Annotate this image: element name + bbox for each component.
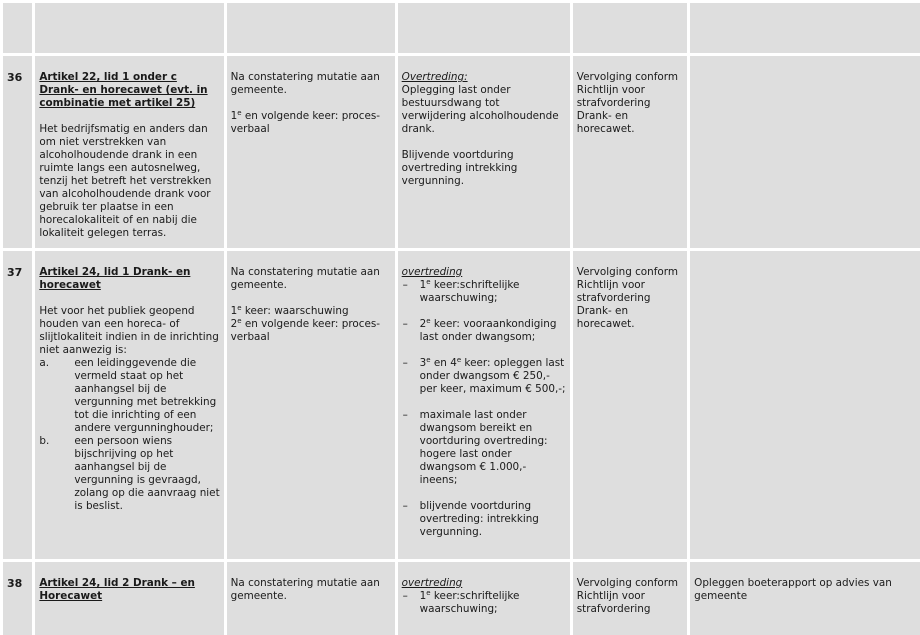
cell xyxy=(3,3,32,53)
sanction-text: Blijvende voortduring overtreding intrekking vergunning. xyxy=(401,149,518,187)
procedure-cell xyxy=(227,56,395,248)
prosecution-cell: Vervolging conform Richtlijn voor strafvordering xyxy=(573,562,687,635)
sanction-heading: Overtreding: xyxy=(401,71,468,83)
procedure-cell xyxy=(227,251,395,559)
cell xyxy=(227,3,395,53)
article-title: Artikel 24, lid 1 Drank- en horecawet xyxy=(39,266,191,291)
procedure-step: 1e en volgende keer: proces-verbaal xyxy=(230,109,380,135)
procedure-step: 1e keer: waarschuwing xyxy=(230,304,349,317)
list-item: – blijvende voortduring overtreding: intrekking vergunning. xyxy=(402,500,539,538)
table-row xyxy=(3,56,920,248)
sanction-cell xyxy=(398,562,570,635)
remarks-cell xyxy=(690,56,920,248)
sanction-heading: overtreding xyxy=(401,266,463,278)
cell xyxy=(35,3,223,53)
article-cell xyxy=(35,251,223,559)
article-description: Het bedrijfsmatig en anders dan om niet verstrekken van alcoholhoudende drank in een ruimte langs een autosnelweg, tenzij het betreft het verstrekken van alcoholhoudende drank voor gebruik ter plaatse in een horecalokaliteit of en nabij die lokaliteit gelegen terras. xyxy=(39,123,212,239)
sanction-list xyxy=(402,590,566,616)
list-item: – maximale last onder dwangsom bereikt en voortduring overtreding: hogere last onder dwangsom € 1.000,- ineens; xyxy=(402,409,548,486)
cell xyxy=(690,3,920,53)
row-number: 37 xyxy=(3,251,32,559)
table-row xyxy=(3,562,920,635)
article-title: Artikel 22, lid 1 onder c Drank- en horecawet (evt. in combinatie met artikel 25) xyxy=(39,71,208,109)
remarks-cell: Opleggen boeterapport op advies van gemeente xyxy=(690,562,920,635)
procedure-intro: Na constatering mutatie aan gemeente. xyxy=(230,266,380,291)
table-row xyxy=(3,251,920,559)
sanction-list xyxy=(402,279,566,539)
remarks-cell xyxy=(690,251,920,559)
list-item: b. een persoon wiens bijschrijving op het aanhangsel bij de vergunning is gevraagd, zolang op die aanvraag niet is beslist. xyxy=(39,435,220,512)
sanction-cell xyxy=(398,251,570,559)
list-item: – 3e en 4e keer: opleggen last onder dwangsom € 250,- per keer, maximum € 500,-; xyxy=(402,356,566,395)
list-item: a. een leidinggevende die vermeld staat op het aanhangsel bij de vergunning met betrekking tot die inrichting of een andere vergunninghouder; xyxy=(39,357,217,434)
cell xyxy=(573,3,687,53)
list-item: – 2e keer: vooraankondiging last onder dwangsom; xyxy=(402,317,557,343)
list-item: – 1e keer:schriftelijke waarschuwing; xyxy=(402,278,520,304)
list-item: – 1e keer:schriftelijke waarschuwing; xyxy=(402,589,520,615)
article-title: Artikel 24, lid 2 Drank – en Horecawet xyxy=(39,577,195,602)
article-description: Het voor het publiek geopend houden van een horeca- of slijtlokaliteit indien in de inrichting niet aanwezig is: xyxy=(39,305,219,356)
cell xyxy=(398,3,570,53)
article-cell xyxy=(35,56,223,248)
prosecution-cell: Vervolging conform Richtlijn voor strafvordering Drank- en horecawet. xyxy=(573,56,687,248)
procedure-intro: Na constatering mutatie aan gemeente. xyxy=(230,71,380,96)
prosecution-cell: Vervolging conform Richtlijn voor strafvordering Drank- en horecawet. xyxy=(573,251,687,559)
article-cell xyxy=(35,562,223,635)
sanction-text: Oplegging last onder bestuursdwang tot verwijdering alcoholhoudende drank. xyxy=(401,84,559,135)
condition-list xyxy=(39,357,219,513)
procedure-cell: Na constatering mutatie aan gemeente. xyxy=(227,562,395,635)
sanction-heading: overtreding xyxy=(401,577,463,589)
row-number: 36 xyxy=(3,56,32,248)
procedure-step: 2e en volgende keer: proces-verbaal xyxy=(230,317,380,343)
table-row-empty xyxy=(3,3,920,53)
sanction-cell xyxy=(398,56,570,248)
row-number: 38 xyxy=(3,562,32,635)
